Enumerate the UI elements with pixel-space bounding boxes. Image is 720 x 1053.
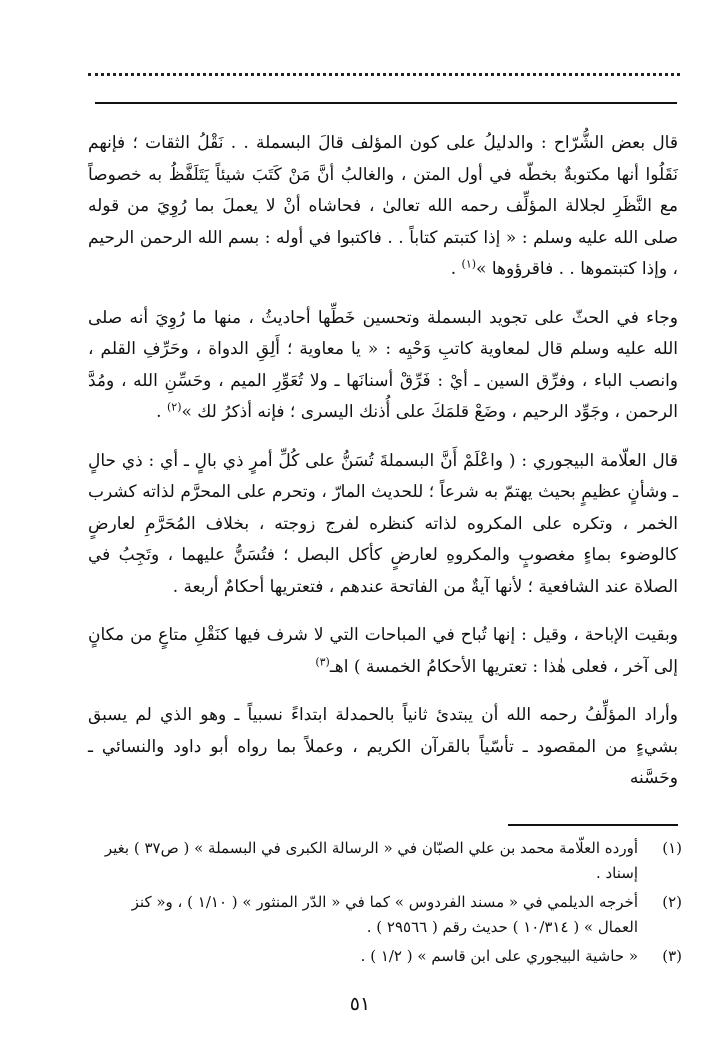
paragraph-3: قال العلّامة البيجوري : ( واعْلَمْ أَنَّ البسملةَ تُسَنُّ على كُلِّ أمرٍ ذي بالٍ ـ أي : ذي حالٍ ـ وشأنٍ عظيمٍ بحيث يهتمّ به شرعاً ؛ للحديث المارّ ، وتحرم على المحرَّم لذاته كشرب الخمر ، وتكره على المكروه لذاته كنظره لفرج زوجته ، بخلاف المُحَرَّمِ لعارضٍ كالوضوء بماءٍ مغصوبٍ والمكروهِ لعارضٍ كأكل البصل ؛ فتُسَنُّ عليهما ، وتَجِبُ في الصلاة عند الشافعية ؛ لأنها آيةٌ من الفاتحة عندهم ، فتعتريها أحكامٌ أربعة . <box>88 450 678 597</box>
footnote-ref-3[interactable]: (٣) <box>315 654 330 668</box>
footnote-number: (٢) <box>662 893 682 911</box>
paragraph-4: وبقيت الإباحة ، وقيل : إنها تُباح في المباحات التي لا شرف فيها كنَقْلِ متاعٍ من مكانٍ إلى آخر ، فعلى هٰذا : تعتريها الأحكامُ الخمسة ) اهـ$^{(٣)}$ <box>88 625 678 677</box>
paragraph-2: وجاء في الحثّ على تجويد البسملة وتحسين خَطِّها أحاديثُ ، منها ما رُوِيَ أنه صلى الله عليه وسلم قال لمعاوية كاتبِ وَحْيِه : « يا معاوية ؛ أَلِقِ الدواة ، وحَرِّفِ القلم ، وانصب الباء ، وفرِّق السين ـ أيْ : فَرِّقْ أسنانَها ـ ولا تُعَوِّرِ الميم ، وحَسِّنِ الله ، ومُدَّ الرحمن ، وجَوِّد الرحيم ، وضَعْ قلمَكَ على أُذنك اليسرى ؛ فإنه أذكرُ لك »$^{(٢)}$ . <box>88 307 678 422</box>
footnote-text: أخرجه الديلمي في « مسند الفردوس » كما في « الدّر المنثور » ( ١/١٠ ) ، و« كنز العمال » ( ١٠/٣١٤ ) حديث رقم ( ٢٩٥٦٦ ) . <box>131 893 638 936</box>
footnotes <box>92 836 682 973</box>
footnote-3 <box>92 944 682 969</box>
footnote-number: (١) <box>662 839 682 857</box>
footnote-ref-2[interactable]: (٢) <box>166 400 182 414</box>
footnote-ref-1[interactable]: (١) <box>461 257 477 271</box>
main-text <box>88 128 678 812</box>
header-dotted-rule <box>88 73 680 76</box>
footnote-separator <box>508 824 678 826</box>
header-rule <box>95 102 677 104</box>
page-number: ٥١ <box>349 993 371 1015</box>
paragraph-1: قال بعض الشُّرّاح : والدليلُ على كون المؤلف قالَ البسملة . . نَقْلُ الثقات ؛ فإنهم نَقَلُوا أنها مكتوبةٌ بخطّه في أول المتن ، والغالبُ أنَّ مَنْ كَتَبَ شيئاً يَتَلَفَّظُ به خصوصاً مع النَّظَرِ لجلالة المؤلِّف رحمه الله تعالىٰ ، فحاشاه أنْ لا يعملَ بما رُوِيَ من قوله صلى الله عليه وسلم : « إذا كتبتم كتاباً . . فاكتبوا في أوله : بسم الله الرحمن الرحيم ، وإذا كتبتموها . . فاقرؤوها »$^{(١)}$ . <box>88 133 678 279</box>
footnote-number: (٣) <box>662 947 682 965</box>
footnote-text: أورده العلّامة محمد بن علي الصبّان في « الرسالة الكبرى في البسملة » ( ص٣٧ ) بغير إسناد . <box>104 839 638 882</box>
paragraph-5: وأراد المؤلِّفُ رحمه الله أن يبتدئ ثانياً بالحمدلة ابتداءً نسبياً ـ وهو الذي لم يسبق بشيءٍ من المقصود ـ تأسّياً بالقرآن الكريم ، وعملاً بما رواه أبو داود والنسائي ـ وحَسَّنه <box>88 705 678 788</box>
footnote-text: « حاشية البيجوري على ابن قاسم » ( ١/٢ ) . <box>360 947 638 965</box>
footnote-1 <box>92 836 682 886</box>
footnote-2 <box>92 890 682 940</box>
